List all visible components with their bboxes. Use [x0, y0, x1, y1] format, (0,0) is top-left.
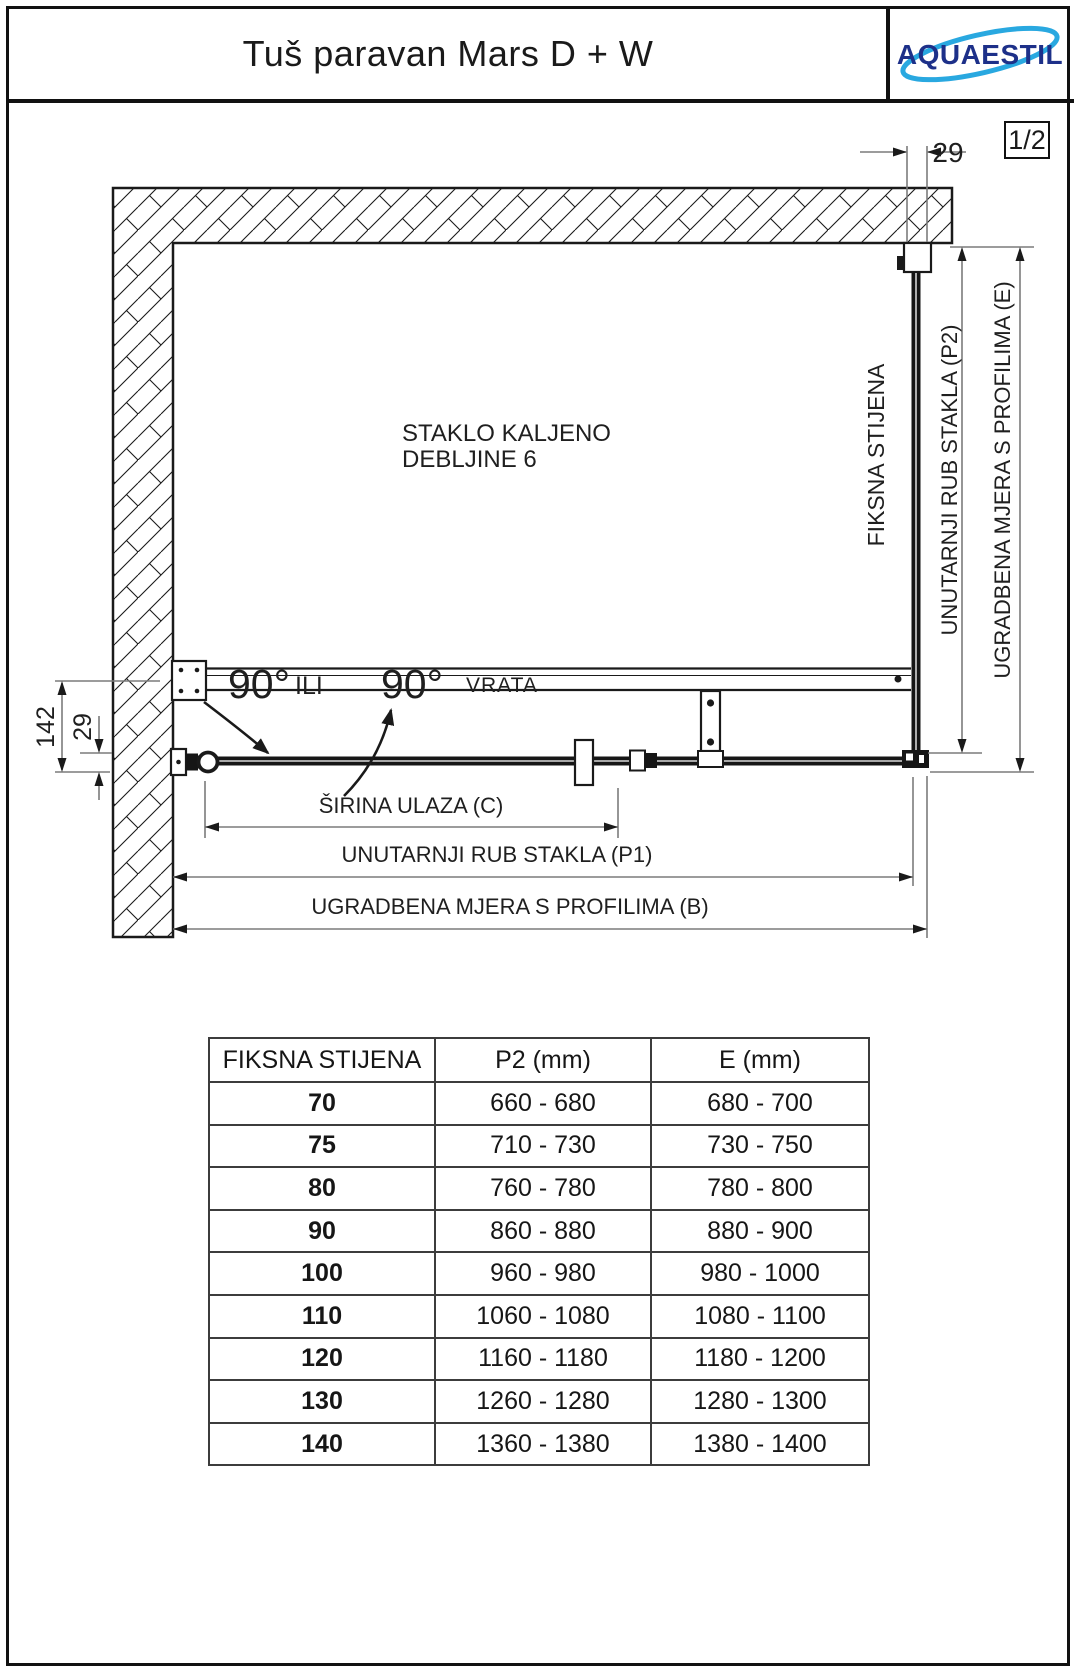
table-cell: 110 [209, 1295, 435, 1338]
panel-support-bracket [698, 691, 723, 767]
logo-text: AQUAESTIL [896, 39, 1064, 70]
table-cell: 120 [209, 1338, 435, 1381]
table-cell: 680 - 700 [651, 1082, 869, 1125]
door-label: VRATA [466, 674, 538, 697]
dim-left-142: 142 [32, 706, 60, 748]
table-cell: 1280 - 1300 [651, 1380, 869, 1423]
table-cell: 960 - 980 [435, 1252, 651, 1295]
door-hinge [171, 749, 218, 775]
table-row [209, 1167, 869, 1210]
page-title: Tuš paravan Mars D + W [242, 33, 654, 74]
table-cell: 90 [209, 1210, 435, 1253]
swing-arrow-outward [344, 710, 391, 796]
table-row [209, 1423, 869, 1466]
table-cell: 1160 - 1180 [435, 1338, 651, 1381]
door-joint-hardware [630, 751, 645, 771]
door-and-fixed-panel [171, 740, 929, 785]
table-cell: 980 - 1000 [651, 1252, 869, 1295]
table-cell: 130 [209, 1380, 435, 1423]
dim-label-p2: UNUTARNJI RUB STAKLA (P2) [937, 324, 962, 636]
fixed-panel-label: FIKSNA STIJENA [863, 363, 889, 547]
wall-profile [904, 243, 931, 272]
table-cell: 80 [209, 1167, 435, 1210]
glass-note-line2: DEBLJINE 6 [402, 446, 537, 473]
table-cell: 70 [209, 1082, 435, 1125]
table-header-fiksna-stijena: FIKSNA STIJENA [209, 1038, 435, 1082]
dim-label-c: ŠIRINA ULAZA (C) [318, 793, 504, 818]
table-row [209, 1082, 869, 1125]
table-header-p2: P2 (mm) [435, 1038, 651, 1082]
table-row [209, 1380, 869, 1423]
door-handle [575, 740, 593, 785]
table-cell: 1080 - 1100 [651, 1295, 869, 1338]
dim-label-b: UGRADBENA MJERA S PROFILIMA (B) [311, 894, 709, 919]
table-cell: 1360 - 1380 [435, 1423, 651, 1466]
page-indicator: 1/2 [1004, 121, 1050, 159]
table-cell: 1380 - 1400 [651, 1423, 869, 1466]
table-cell: 1180 - 1200 [651, 1338, 869, 1381]
dim-top-29: 29 [932, 137, 964, 168]
table-cell: 780 - 800 [651, 1167, 869, 1210]
table-cell: 710 - 730 [435, 1125, 651, 1168]
table-cell: 730 - 750 [651, 1125, 869, 1168]
table-cell: 75 [209, 1125, 435, 1168]
table-cell: 860 - 880 [435, 1210, 651, 1253]
table-row [209, 1252, 869, 1295]
table-row [209, 1125, 869, 1168]
table-cell: 1260 - 1280 [435, 1380, 651, 1423]
or-label: ILI [295, 672, 323, 700]
glass-note-line1: STAKLO KALJENO [402, 420, 611, 447]
dim-left-29: 29 [69, 713, 97, 741]
swing-arrow-inward [204, 702, 268, 753]
dim-label-p1: UNUTARNJI RUB STAKLA (P1) [341, 842, 653, 867]
table-row [209, 1338, 869, 1381]
table-cell: 660 - 680 [435, 1082, 651, 1125]
fixed-side-panel [897, 243, 931, 758]
door-swing-arrows [204, 702, 391, 796]
table-cell: 1060 - 1080 [435, 1295, 651, 1338]
table-header-e: E (mm) [651, 1038, 869, 1082]
table-cell: 140 [209, 1423, 435, 1466]
table-row [209, 1210, 869, 1253]
dimension-table [208, 1037, 870, 1466]
dim-label-e: UGRADBENA MJERA S PROFILIMA (E) [990, 281, 1015, 679]
angle-right-label: 90° [381, 661, 444, 707]
table-cell: 100 [209, 1252, 435, 1295]
table-cell: 760 - 780 [435, 1167, 651, 1210]
rail-panel-bolt [895, 676, 902, 683]
angle-left-label: 90° [228, 661, 291, 707]
table-cell: 880 - 900 [651, 1210, 869, 1253]
table-row [209, 1295, 869, 1338]
table-header-row [209, 1038, 869, 1082]
rail-wall-bracket [172, 661, 206, 700]
wall-hatched [113, 188, 952, 937]
